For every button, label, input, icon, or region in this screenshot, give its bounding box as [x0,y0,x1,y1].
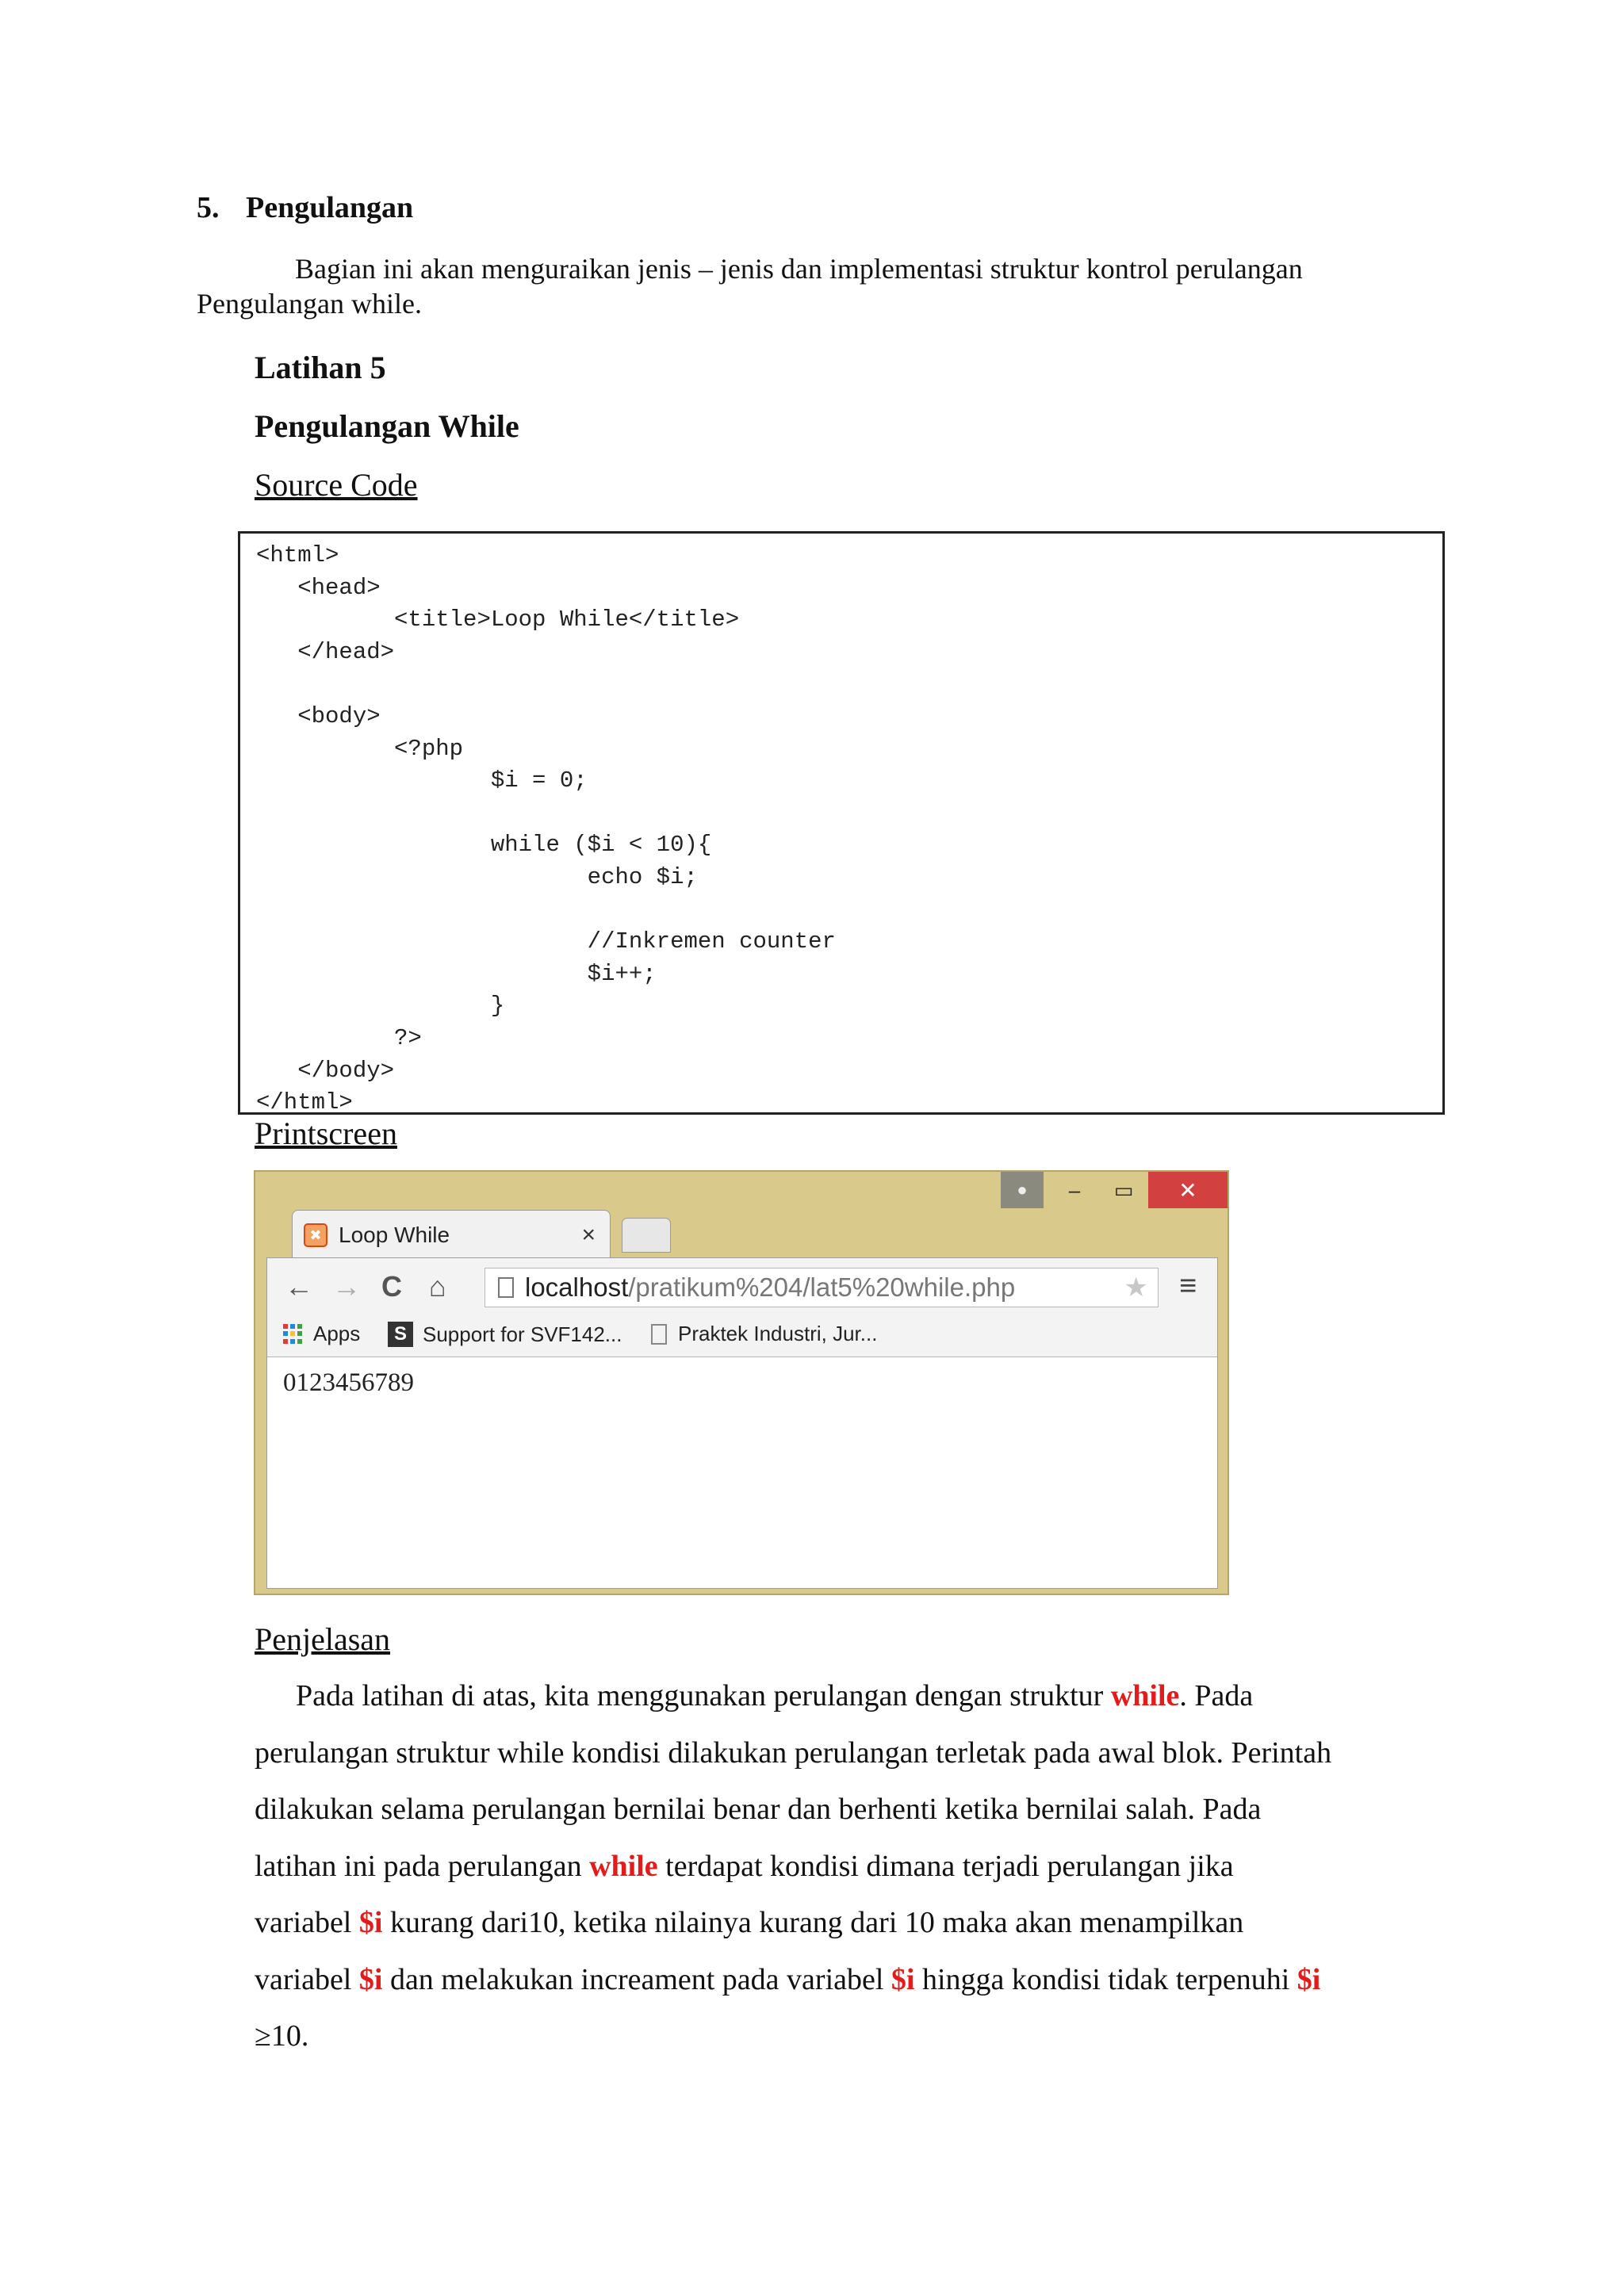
bookmarks-bar [267,1315,1217,1357]
maximize-button[interactable]: ▭ [1113,1177,1134,1202]
section-heading [197,190,413,225]
window-controls [1001,1172,1228,1211]
bookmark-praktek[interactable] [651,1322,877,1346]
source-code-label: Source Code [255,467,418,503]
apps-grid-icon [283,1324,304,1345]
intro-line-2: Pengulangan while. [197,288,422,320]
keyword-variable: $i [1297,1962,1321,1996]
address-bar[interactable] [485,1268,1159,1307]
browser-screenshot [254,1170,1229,1595]
xampp-favicon-icon: ✖ [304,1223,327,1247]
bookmark-label: Support for SVF142... [423,1322,622,1346]
close-window-button[interactable]: ✕ [1148,1172,1228,1208]
explanation-line: variabel $i kurang dari10, ketika nilainya kurang dari 10 maka akan menampilkan [255,1906,1244,1939]
explanation-paragraph [255,1668,1428,2065]
sony-support-icon: S [388,1322,413,1347]
explanation-line: ≥10. [255,2019,309,2053]
section-title: Pengulangan [246,191,414,224]
page-icon [498,1277,514,1298]
new-tab-button[interactable] [622,1218,671,1253]
minimize-button[interactable]: – [1068,1177,1081,1202]
tab-close-icon[interactable]: × [581,1222,596,1248]
exercise-title: Latihan 5 [255,350,386,385]
printscreen-label: Printscreen [255,1115,397,1151]
user-icon[interactable]: ● [1001,1172,1044,1208]
forward-icon[interactable]: → [332,1270,361,1303]
source-code: <html> <head> <title>Loop While</title> </head> <body> <?php $i = 0; while ($i < 10){ echo $i; //Inkremen counter $i++; } ?> </body> </html> [256,542,836,1116]
bookmark-label: Praktek Industri, Jur... [678,1322,878,1345]
keyword-variable: $i [891,1962,915,1996]
url-path: /pratikum%204/lat5%20while.php [628,1272,1016,1302]
exercise-subtitle: Pengulangan While [255,408,519,444]
menu-icon[interactable]: ≡ [1179,1269,1197,1303]
bookmark-apps[interactable] [283,1322,360,1346]
bookmark-support[interactable] [388,1322,622,1347]
bookmark-label: Apps [313,1322,361,1345]
section-number: 5. [197,191,220,224]
explanation-line: Pada latihan di atas, kita menggunakan perulangan dengan struktur while. Pada [296,1679,1254,1712]
tab-title: Loop While [339,1223,450,1247]
explanation-line: variabel $i dan melakukan increament pada variabel $i hingga kondisi tidak terpenuhi $i [255,1962,1321,1996]
keyword-while: while [589,1849,658,1883]
toolbar [267,1258,1217,1315]
code-box [238,531,1445,1115]
keyword-variable: $i [358,1962,383,1996]
page-icon [651,1324,667,1345]
explanation-line: latihan ini pada perulangan while terdapat kondisi dimana terjadi perulangan jika [255,1849,1234,1883]
explanation-line: perulangan struktur while kondisi dilakukan perulangan terletak pada awal blok. Perintah [255,1735,1332,1770]
intro-line-1: Bagian ini akan menguraikan jenis – jenis dan implementasi struktur kontrol perulangan [295,253,1303,285]
keyword-variable: $i [358,1906,383,1939]
reload-icon[interactable]: C [381,1270,402,1303]
browser-tab[interactable] [292,1210,611,1260]
browser-window [266,1257,1218,1589]
url-text [525,1272,1015,1303]
back-icon[interactable]: ← [285,1270,313,1303]
page-content [267,1357,1217,1588]
explanation-line: dilakukan selama perulangan bernilai benar dan berhenti ketika bernilai salah. Pada [255,1793,1262,1826]
explanation-label: Penjelasan [255,1621,391,1657]
home-icon[interactable]: ⌂ [429,1270,446,1303]
page-output: 0123456789 [283,1368,414,1397]
bookmark-star-icon[interactable]: ★ [1124,1272,1148,1303]
keyword-while: while [1110,1679,1180,1712]
url-host: localhost [525,1272,629,1302]
